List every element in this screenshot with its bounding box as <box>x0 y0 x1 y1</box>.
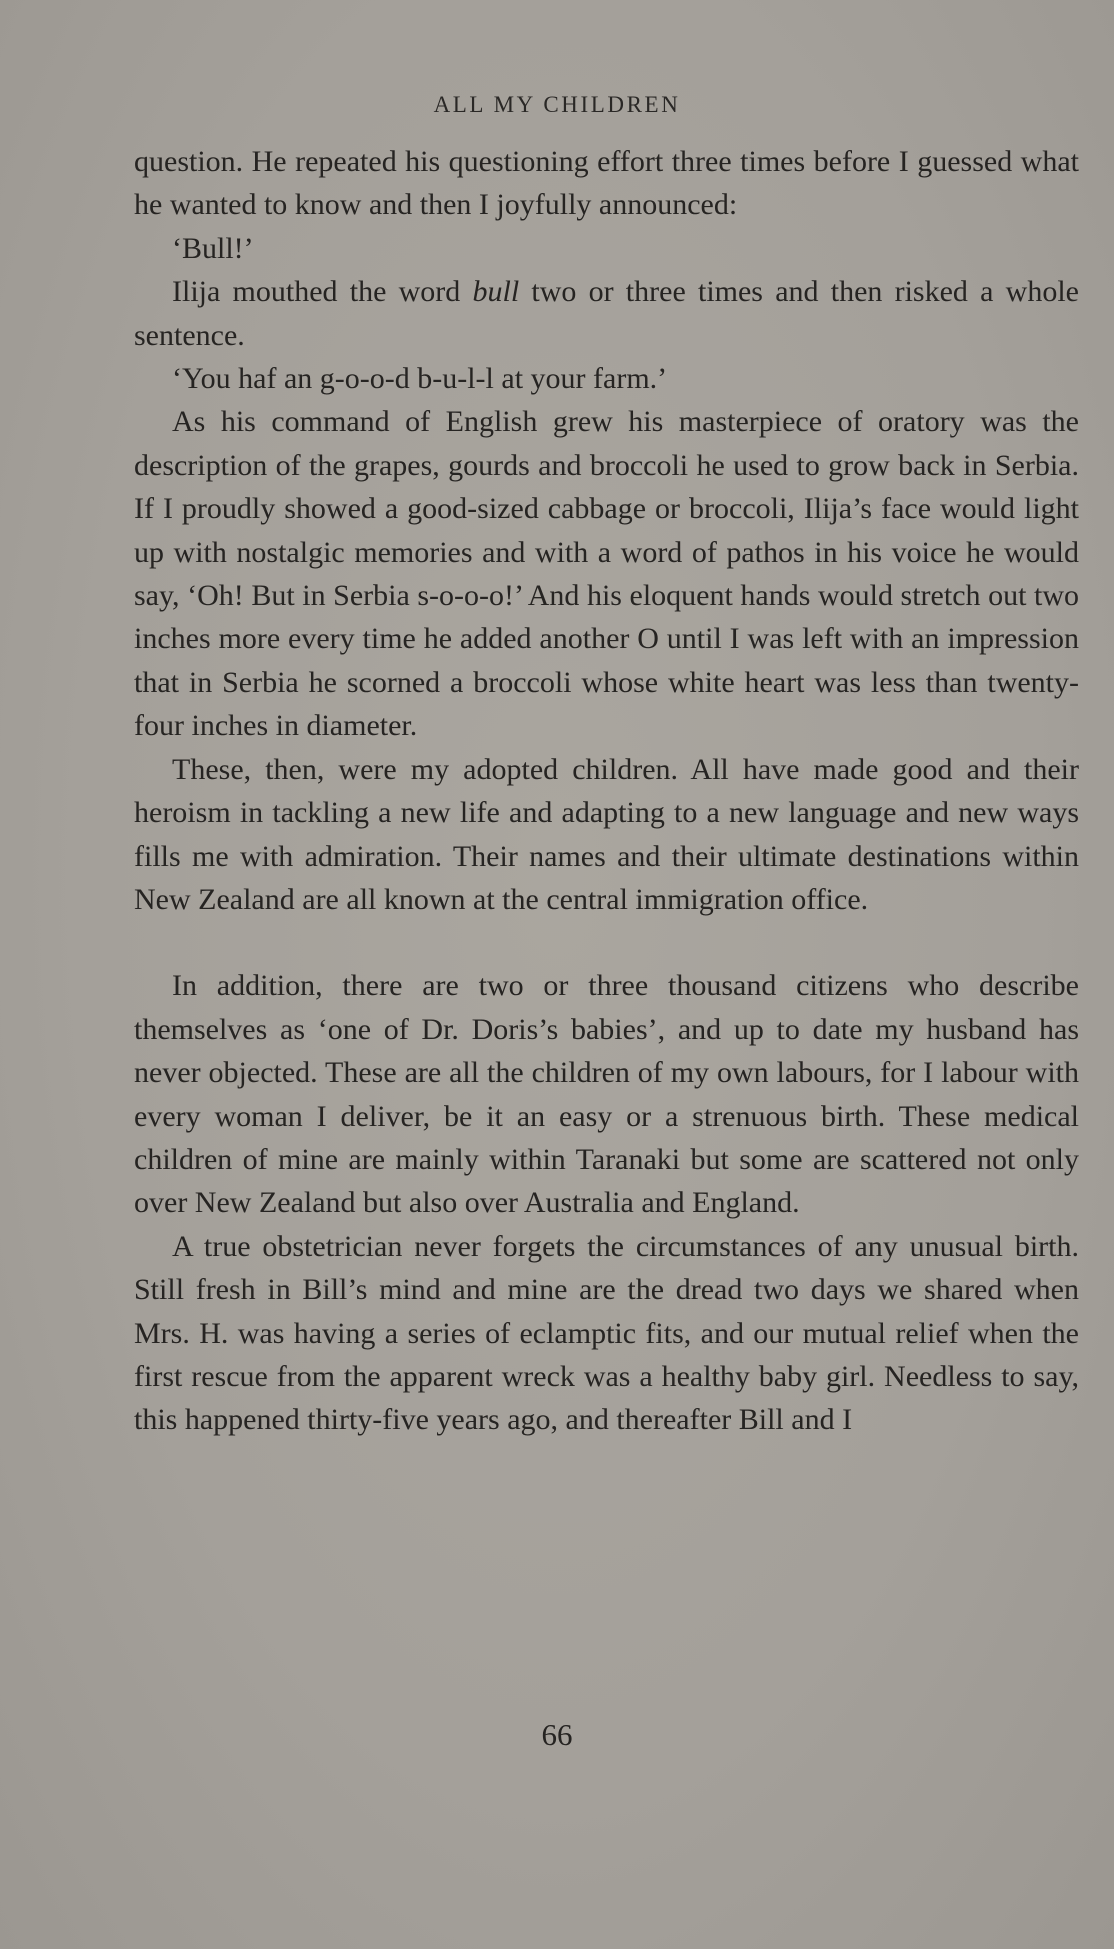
text-run: Ilija mouthed the word <box>172 275 473 309</box>
paragraph-ilija-mouthed <box>134 270 1079 357</box>
paragraph-continuation: question. He repeated his questioning effort three times before I guessed what he wanted to know and then I joyfully announced: <box>134 145 1079 222</box>
paragraph-serbia: As his command of English grew his masterpiece of oratory was the description of the grapes, gourds and broccoli he used to grow back in Serbia. If I proudly showed a good-sized cabbage or broccoli, Ilija’s face would light up with nostalgic memories and with a word of pathos in his voice he would say, ‘Oh! But in Serbia s-o-o-o!’ And his eloquent hands would stretch out two inches more every time he added another O until I was left with an impression that in Serbia he scorned a broccoli whose white heart was less than twenty-four inches in diameter. <box>134 405 1079 743</box>
body-text <box>134 140 1079 1442</box>
section-break <box>134 921 1079 964</box>
page-number: 66 <box>541 1717 573 1752</box>
running-head: ALL MY CHILDREN <box>433 92 681 117</box>
italic-word-bull: bull <box>472 275 520 309</box>
paragraph-adopted-children: These, then, were my adopted children. All have made good and their heroism in tackling a new life and adapting to a new language and new ways fills me with admiration. Their names and their ultimate destinations within New Zealand are all known at the central immigration office. <box>134 752 1079 916</box>
paragraph-babies: In addition, there are two or three thousand citizens who describe themselves as ‘one of Dr. Doris’s babies’, and up to date my husband has never objected. These are all the children of my own labours, for I labour with every woman I deliver, be it an easy or a strenuous birth. These medical children of mine are mainly within Taranaki but some are scattered not only over New Zealand but also over Australia and England. <box>134 969 1079 1220</box>
paragraph-bull-exclamation: ‘Bull!’ <box>172 231 254 265</box>
paragraph-obstetrician: A true obstetrician never forgets the circumstances of any unusual birth. Still fresh in Bill’s mind and mine are the dread two days we shared when Mrs. H. was having a series of eclamptic fits, and our mutual relief when the first rescue from the apparent wreck was a healthy baby girl. Needless to say, this happened thirty-five years ago, and thereafter Bill and I <box>134 1229 1079 1437</box>
paragraph-farm-quote: ‘You haf an g-o-o-d b-u-l-l at your farm.’ <box>172 362 668 396</box>
text-run: two or three times and then risked a whole sentence. <box>134 275 1079 352</box>
